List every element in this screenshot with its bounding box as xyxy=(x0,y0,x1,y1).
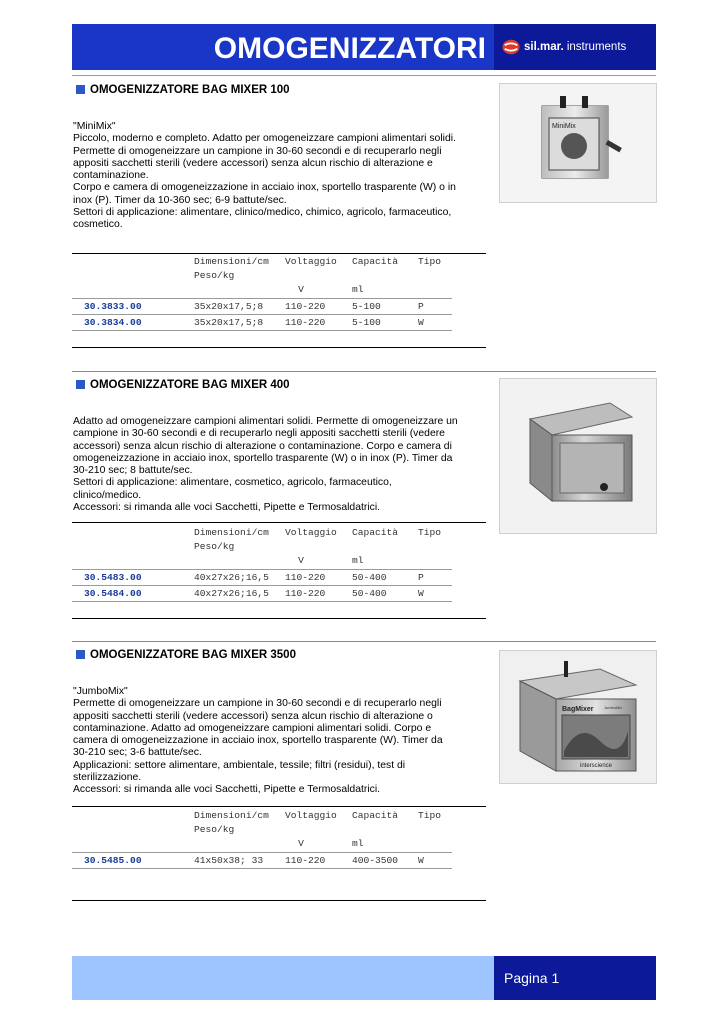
product-description: Adatto ad omogeneizzare campioni alimentari solidi. Permette di omogeneizzare un campione in 30-60 secondi e di recuperarlo negli appositi sacchetti sterili (vedere accessori) senza alcun rischio di alterazione o contaminazione. Corpo e camera di omogeneizzazione in acciaio inox, sportello trasparente (W) o in inox (P). Timer da 30-210 sec; 8 battute/sec. Settori di applicazione: alimentare, cosmetico, agricolo, farmaceutico, clinico/medico. Accessori: si rimanda alle voci Sacchetti, Pipette e Termosaldatrici. xyxy=(73,416,458,514)
cell-dimensioni: 40x27x26;16,5 xyxy=(194,588,269,599)
cell-capacita: 5-100 xyxy=(352,317,381,328)
row-divider xyxy=(72,330,452,331)
table-top-rule xyxy=(72,253,486,254)
product-description: "JumboMix" Permette di omogeneizzare un campione in 30-60 secondi e di recuperarlo negli appositi sacchetti sterili (vedere accessori) senza alcun rischio di alterazione o contaminazione. Adatto ad omogeneizzare campioni alimentari solidi. Corpo e camera di omogeneizzazione in acciaio inox, sportello trasparente (W). Timer da 30-210 sec; 3-6 battute/sec. Applicazioni: settore alimentare, ambientale, tessile; filtri (residui), test di sterilizzazione. Accessori: si rimanda alle voci Sacchetti, Pipette e Termosaldatrici. xyxy=(73,686,443,796)
bullet-square-icon xyxy=(76,650,85,659)
product-code: 30.5483.00 xyxy=(84,572,142,583)
product-photo xyxy=(499,378,657,534)
col-header-capacita: Capacità xyxy=(352,810,399,821)
col-header-volt-unit: V xyxy=(298,555,304,566)
svg-text:JumboMix: JumboMix xyxy=(604,705,623,710)
row-divider xyxy=(72,298,452,299)
cell-tipo: W xyxy=(418,317,424,328)
table-bottom-rule xyxy=(72,900,486,901)
section-divider xyxy=(72,641,656,642)
cell-capacita: 50-400 xyxy=(352,588,387,599)
col-header-voltaggio: Voltaggio xyxy=(285,527,337,538)
col-header-capacita: Capacità xyxy=(352,256,399,267)
row-divider xyxy=(72,585,452,586)
table-top-rule xyxy=(72,806,486,807)
row-divider xyxy=(72,314,452,315)
bullet-square-icon xyxy=(76,380,85,389)
bagmixer400-image xyxy=(500,379,656,533)
product-photo xyxy=(499,650,657,784)
product-description: "MiniMix" Piccolo, moderno e completo. Adatto per omogeneizzare campioni alimentari solidi. Permette di omogeneizzare un campione in 30-60 secondi e di recuperarlo negli appositi sacchetti sterili (vedere accessori) senza alcun rischio di alterazione e contaminazione. Corpo e camera di omogeneizzazione in acciaio inox, sportello trasparente (W) o in inox (P). Timer da 10-360 sec; 6-9 battute/sec. Settori di applicazione: alimentare, clinico/medico, chimico, agricolo, farmaceutico, cosmetico. xyxy=(73,121,456,231)
col-header-dimensioni: Dimensioni/cm xyxy=(194,256,269,267)
cell-voltaggio: 110-220 xyxy=(285,317,326,328)
page-number: Pagina 1 xyxy=(494,956,656,1000)
product-code: 30.5485.00 xyxy=(84,855,142,866)
col-header-tipo: Tipo xyxy=(418,810,442,821)
col-header-volt-unit: V xyxy=(298,284,304,295)
col-header-volt-unit: V xyxy=(298,838,304,849)
svg-text:BagMixer: BagMixer xyxy=(562,706,594,713)
cell-voltaggio: 110-220 xyxy=(285,855,326,866)
col-header-voltaggio: Voltaggio xyxy=(285,810,337,821)
row-divider xyxy=(72,868,452,869)
cell-voltaggio: 110-220 xyxy=(285,572,326,583)
cell-dimensioni: 35x20x17,5;8 xyxy=(194,301,264,312)
product-title: OMOGENIZZATORE BAG MIXER 100 xyxy=(76,83,290,97)
cell-dimensioni: 35x20x17,5;8 xyxy=(194,317,264,328)
product-code: 30.3833.00 xyxy=(84,301,142,312)
brand-logo-icon xyxy=(502,38,520,56)
col-header-capacita: Capacità xyxy=(352,527,399,538)
product-photo xyxy=(499,83,657,203)
page-title: OMOGENIZZATORI xyxy=(213,32,486,65)
product-code: 30.3834.00 xyxy=(84,317,142,328)
cell-capacita: 5-100 xyxy=(352,301,381,312)
col-header-peso: Peso/kg xyxy=(194,270,235,281)
cell-capacita: 400-3500 xyxy=(352,855,399,866)
table-bottom-rule xyxy=(72,347,486,348)
cell-capacita: 50-400 xyxy=(352,572,387,583)
row-divider xyxy=(72,569,452,570)
product-title: OMOGENIZZATORE BAG MIXER 400 xyxy=(76,378,290,392)
cell-dimensioni: 40x27x26;16,5 xyxy=(194,572,269,583)
product-code: 30.5484.00 xyxy=(84,588,142,599)
col-header-cap-unit: ml xyxy=(352,555,364,566)
product-title: OMOGENIZZATORE BAG MIXER 3500 xyxy=(76,648,296,662)
brand-name: sil.mar. instruments xyxy=(524,41,627,53)
jumbomix-image xyxy=(500,651,656,783)
section-divider xyxy=(72,371,656,372)
cell-tipo: P xyxy=(418,301,424,312)
col-header-dimensioni: Dimensioni/cm xyxy=(194,810,269,821)
cell-dimensioni: 41x50x38; 33 xyxy=(194,855,264,866)
cell-voltaggio: 110-220 xyxy=(285,588,326,599)
brand-box xyxy=(494,24,656,70)
row-divider xyxy=(72,852,452,853)
col-header-voltaggio: Voltaggio xyxy=(285,256,337,267)
col-header-peso: Peso/kg xyxy=(194,541,235,552)
row-divider xyxy=(72,601,452,602)
table-top-rule xyxy=(72,522,486,523)
col-header-tipo: Tipo xyxy=(418,256,442,267)
cell-tipo: W xyxy=(418,588,424,599)
col-header-peso: Peso/kg xyxy=(194,824,235,835)
header-divider xyxy=(72,75,656,76)
svg-text:interscience: interscience xyxy=(580,763,613,769)
col-header-dimensioni: Dimensioni/cm xyxy=(194,527,269,538)
col-header-tipo: Tipo xyxy=(418,527,442,538)
col-header-cap-unit: ml xyxy=(352,284,364,295)
cell-tipo: W xyxy=(418,855,424,866)
minimix-image xyxy=(500,84,656,202)
cell-voltaggio: 110-220 xyxy=(285,301,326,312)
col-header-cap-unit: ml xyxy=(352,838,364,849)
bullet-square-icon xyxy=(76,85,85,94)
cell-tipo: P xyxy=(418,572,424,583)
svg-text:MiniMix: MiniMix xyxy=(552,123,576,130)
table-bottom-rule xyxy=(72,618,486,619)
